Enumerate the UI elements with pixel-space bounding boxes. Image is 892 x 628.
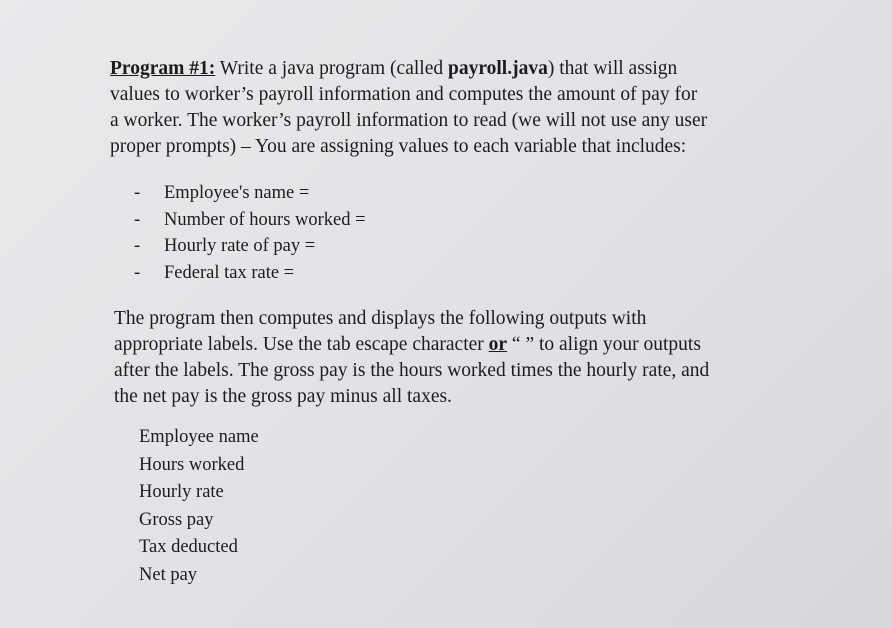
program-line-4: the net pay is the gross pay minus all taxes. [114,386,452,407]
program-heading: Program #1: [110,58,216,79]
input-item-hourly-rate [134,233,366,260]
program-line-3: after the labels. The gross pay is the hours worked times the hourly rate, and [114,360,710,381]
program-text-b: “ ” to align your outputs [507,334,701,355]
list-dash: - [134,183,141,203]
output-item: Hourly rate [139,482,224,502]
output-label-list [139,424,259,589]
intro-paragraph [110,56,810,160]
list-dash: - [134,209,141,230]
input-label: Employee's name = [164,183,310,203]
program-paragraph [114,306,814,410]
input-item-tax-rate [134,260,366,287]
list-dash: - [134,236,141,256]
program-filename: payroll.java [447,58,548,79]
intro-text-b: ) that will assign [547,58,678,79]
input-item-employee-name [134,180,366,207]
intro-text-a: Write a java program (called [215,58,448,79]
input-label: Number of hours worked = [164,209,366,230]
intro-line-2: values to worker’s payroll information and computes the amount of pay for [110,84,698,105]
program-line-1: The program then computes and displays the following outputs with [114,308,647,329]
output-item: Hours worked [139,454,245,475]
output-item: Employee name [139,427,259,447]
input-variable-list [134,180,366,286]
input-label: Hourly rate of pay = [164,236,316,256]
input-item-hours-worked [134,207,366,234]
program-text-a: appropriate labels. Use the tab escape character [114,334,489,355]
intro-line-3: a worker. The worker’s payroll information to read (we will not use any user [110,110,708,131]
output-item: Net pay [139,564,198,585]
program-line-2 [114,332,814,358]
intro-line-1 [110,56,810,82]
input-label: Federal tax rate = [164,262,295,283]
list-dash: - [134,262,141,283]
intro-line-4: proper prompts) – You are assigning values to each variable that includes: [110,136,687,157]
output-item: Gross pay [139,509,214,530]
output-item: Tax deducted [139,537,238,557]
or-emphasis: or [488,334,508,355]
